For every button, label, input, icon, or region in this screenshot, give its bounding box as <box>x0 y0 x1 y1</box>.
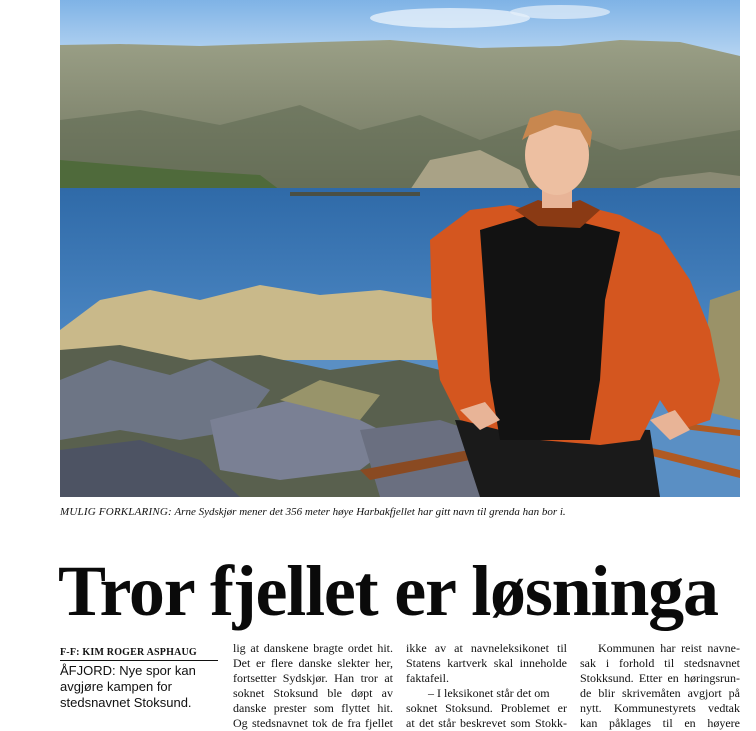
body-line: de blir skrivemåten avgjort på <box>580 686 740 700</box>
body-line: Det er flere danske slekter her, <box>233 656 393 670</box>
body-line: – I leksikonet står det om <box>428 686 550 700</box>
lead-paragraph: ÅFJORD: Nye spor kan avgjøre kampen for stedsnavnet Stoksund. <box>60 663 196 710</box>
body-line: Kommunen har reist navne- <box>598 641 740 655</box>
headline: Tror fjellet er løsninga <box>58 551 718 631</box>
byline: F-F: KIM ROGER ASPHAUG <box>60 647 218 661</box>
body-line: at det står beskrevet som Stokk- <box>406 716 567 730</box>
body-column-3 <box>580 641 740 731</box>
body-column-2 <box>406 641 567 731</box>
body-line: Stokksund. Etter en høringsrun- <box>580 671 740 685</box>
body-line: Og stedsnavnet tok de fra fjellet <box>233 716 393 730</box>
body-line: lig at danskene bragte ordet hit. <box>233 641 393 655</box>
body-line: nytt. Kommunestyrets vedtak <box>580 701 740 715</box>
body-line: sak i forhold til stedsnavnet <box>580 656 740 670</box>
body-column-1 <box>233 641 393 731</box>
body-line: faktafeil. <box>406 671 449 685</box>
photo-caption <box>60 506 750 518</box>
article-photo <box>60 0 740 497</box>
body-line: Statens kartverk skal inneholde <box>406 656 567 670</box>
fjord-landscape-image <box>60 0 740 497</box>
caption-label: MULIG FORKLARING: <box>60 506 172 518</box>
body-line: fortsetter Sydskjør. Han tror at <box>233 671 393 685</box>
body-line: ikke av at navneleksikonet til <box>406 641 567 655</box>
body-line: kan påklages til en høyere <box>580 716 740 730</box>
caption-text: Arne Sydskjør mener det 356 meter høye Harbakfjellet har gitt navn til grenda han bor i. <box>174 506 566 518</box>
body-line: soknet Stoksund. Problemet er <box>406 701 567 715</box>
body-line: soknet Stoksund ble døpt av <box>233 686 393 700</box>
body-line: danske prester som flyttet hit. <box>233 701 393 715</box>
